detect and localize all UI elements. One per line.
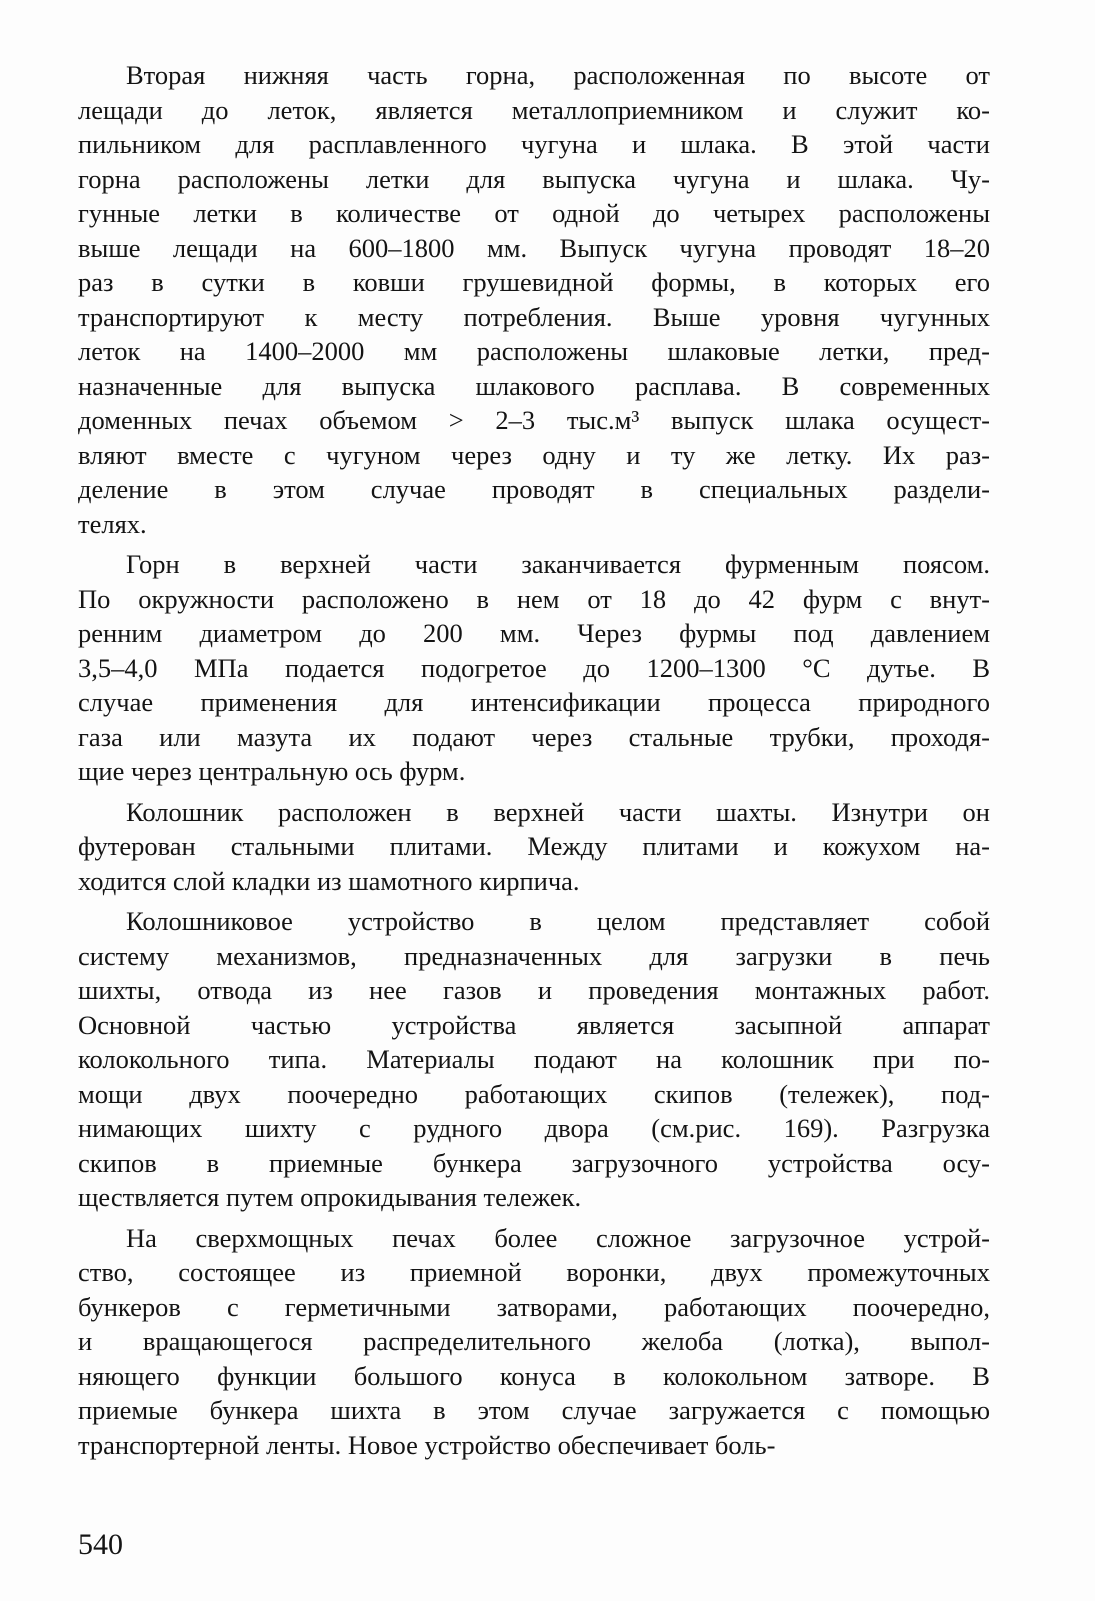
text-line: систему механизмов, предназначенных для загрузки в печь [78, 940, 990, 971]
text-line: Колошниковое устройство в целом представляет собой [126, 906, 990, 936]
text-line: доменных печах объемом > 2–3 тыс.м³ выпуск шлака осущест- [78, 405, 990, 435]
paragraph [78, 547, 990, 789]
page-body-text [78, 58, 990, 1468]
text-line: футерован стальными плитами. Между плитами и кожухом на- [78, 831, 990, 861]
text-line: ществляется путем опрокидывания тележек. [78, 1182, 582, 1212]
text-line: приемые бункера шихта в этом случае загружается с помощью [78, 1395, 990, 1425]
text-line: шихты, отвода из нее газов и проведения монтажных работ. [78, 975, 990, 1005]
text-line: скипов в приемные бункера загрузочного устройства осу- [78, 1147, 990, 1178]
text-line: деление в этом случае проводят в специальных раздели- [78, 474, 990, 504]
text-line: и вращающегося распределительного желоба (лотка), выпол- [78, 1326, 990, 1356]
text-line: ство, состоящее из приемной воронки, двух промежуточных [78, 1257, 990, 1287]
text-line: выше лещади на 600–1800 мм. Выпуск чугуна проводят 18–20 [78, 232, 990, 263]
text-line: ходится слой кладки из шамотного кирпича. [78, 865, 580, 896]
text-line: ренним диаметром до 200 мм. Через фурмы под давлением [78, 618, 990, 648]
text-line: назначенные для выпуска шлакового расплава. В современных [78, 370, 990, 401]
text-line: пильником для расплавленного чугуна и шлака. В этой части [78, 129, 990, 159]
paragraph [78, 1221, 990, 1463]
text-line: нимающих шихту с рудного двора (см.рис. 169). Разгрузка [78, 1113, 990, 1143]
text-line: гунные летки в количестве от одной до четырех расположены [78, 198, 990, 228]
text-line: леток на 1400–2000 мм расположены шлаковые летки, пред- [78, 336, 990, 366]
text-line: няющего функции большого конуса в колокольном затворе. В [78, 1360, 990, 1391]
text-line: горна расположены летки для выпуска чугуна и шлака. Чу- [78, 163, 990, 194]
text-line: Горн в верхней части заканчивается фурменным поясом. [126, 549, 990, 579]
page-number: 540 [78, 1528, 123, 1561]
text-line: лещади до леток, является металлоприемником и служит ко- [78, 94, 990, 125]
text-line: телях. [78, 508, 147, 539]
text-line: транспортируют к месту потребления. Выше уровня чугунных [78, 301, 990, 332]
text-line: вляют вместе с чугуном через одну и ту же летку. Их раз- [78, 439, 990, 470]
text-line: транспортерной ленты. Новое устройство обеспечивает боль- [78, 1429, 776, 1460]
text-line: случае применения для интенсификации процесса природного [78, 687, 990, 717]
text-line: раз в сутки в ковши грушевидной формы, в которых его [78, 267, 990, 297]
text-line: Вторая нижняя часть горна, расположенная по высоте от [126, 60, 990, 90]
paragraph [78, 58, 990, 541]
text-line: мощи двух поочередно работающих скипов (тележек), под- [78, 1078, 990, 1109]
text-line: бункеров с герметичными затворами, работающих поочередно, [78, 1291, 990, 1322]
text-line: Колошник расположен в верхней части шахты. Изнутри он [126, 796, 990, 827]
text-line: По окружности расположено в нем от 18 до 42 фурм с внут- [78, 583, 990, 614]
text-line: Основной частью устройства является засыпной аппарат [78, 1009, 990, 1040]
text-line: 3,5–4,0 МПа подается подогретое до 1200–1300 °С дутье. В [78, 652, 990, 683]
paragraph [78, 795, 990, 899]
paragraph [78, 904, 990, 1215]
text-line: колокольного типа. Материалы подают на колошник при по- [78, 1044, 990, 1074]
text-line: щие через центральную ось фурм. [78, 756, 466, 786]
text-line: газа или мазута их подают через стальные трубки, проходя- [78, 721, 990, 752]
text-line: На сверхмощных печах более сложное загрузочное устрой- [126, 1222, 990, 1253]
